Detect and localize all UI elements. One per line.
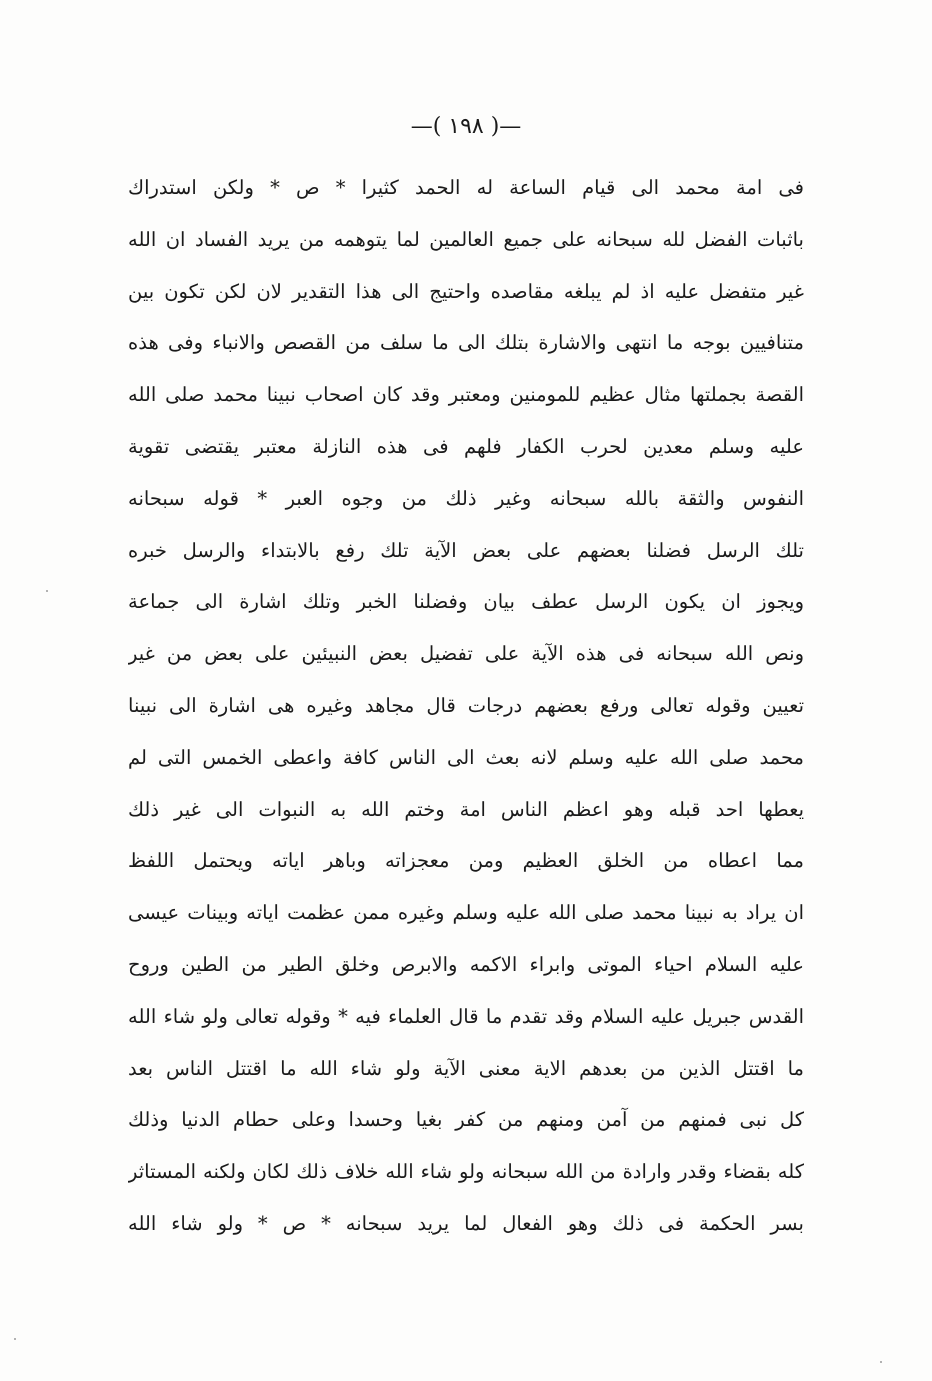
text-line: غير متفضل عليه اذ لم يبلغه مقاصده واحتيج الى هذا التقدير لان لكن تكون بين [128,279,804,303]
scan-speck [46,590,48,592]
text-line: كل نبى فمنهم من آمن ومنهم من كفر بغيا وحسدا وعلى حطام الدنيا وذلك [128,1108,804,1132]
text-line: فى امة محمد الى قيام الساعة له الحمد كثيرا * ص * ولكن استدراك [128,176,804,199]
text-line: القصة بجملتها مثال عظيم للمومنين ومعتبر وقد كان اصحاب نبينا محمد صلى الله [128,383,804,407]
text-line: عليه السلام احياء الموتى وابراء الاكمه والابرص وخلق الطير من الطين وروح [128,952,804,976]
text-line: باثبات الفضل لله سبحانه على جميع العالمين لما يتوهمه من يريد الفساد ان الله [128,227,804,251]
text-line: تعيين وقوله تعالى ورفع بعضهم درجات قال مجاهد وغيره هى اشارة الى نبينا [128,693,804,717]
text-line: ان يراد به نبينا محمد صلى الله عليه وسلم وغيره ممن عظمت اياته وبينات عيسى [128,901,804,925]
text-line: مما اعطاه من الخلق العظيم ومن معجزاته وباهر اياته ويحتمل اللفظ [128,849,804,873]
scan-speck [14,1338,16,1340]
text-line: ونص الله سبحانه فى هذه الآية على تفضيل بعض النبيئين على بعض من غير [128,642,804,666]
text-line: القدس جبريل عليه السلام وقد تقدم ما قال العلماء فيه * وقوله تعالى ولو شاء الله [128,1004,804,1028]
scan-speck [880,1361,882,1363]
text-line: محمد صلى الله عليه وسلم لانه بعث الى الناس كافة واعطى الخمس التى لم [128,745,804,769]
page-number: —( ١٩٨ )— [410,114,522,139]
text-line: ما اقتتل الذين من بعدهم الاية معنى الآية ولو شاء الله ما اقتتل الناس بعد [128,1056,804,1080]
text-line: بسر الحكمة فى ذلك وهو الفعال لما يريد سبحانه * ص * ولو شاء الله [128,1211,804,1235]
text-line: عليه وسلم معدين لحرب الكفار فلهم فى هذه النازلة معتبر يقتضى تقوية [128,434,804,458]
body-text [128,162,804,1250]
text-line: تلك الرسل فضلنا بعضهم على بعض الآية تلك رفع بالابتداء والرسل خبره [128,538,804,562]
text-line: ويجوز ان يكون الرسل عطف بيان وفضلنا الخبر وتلك اشارة الى جماعة [128,590,804,614]
text-line: متنافيين بوجه ما انتهى والاشارة بتلك الى ما سلف من القصص والانباء وفى هذه [128,331,804,355]
text-line: كله بقضاء وقدر وارادة من الله سبحانه ولو شاء الله خلاف ذلك لكان ولكنه المستاثر [128,1160,804,1184]
text-line: النفوس والثقة بالله سبحانه وغير ذلك من وجوه العبر * قوله سبحانه [128,486,804,510]
text-line: يعطها احد قبله وهو اعظم الناس امة وختم الله به النبوات الى غير ذلك [128,797,804,821]
